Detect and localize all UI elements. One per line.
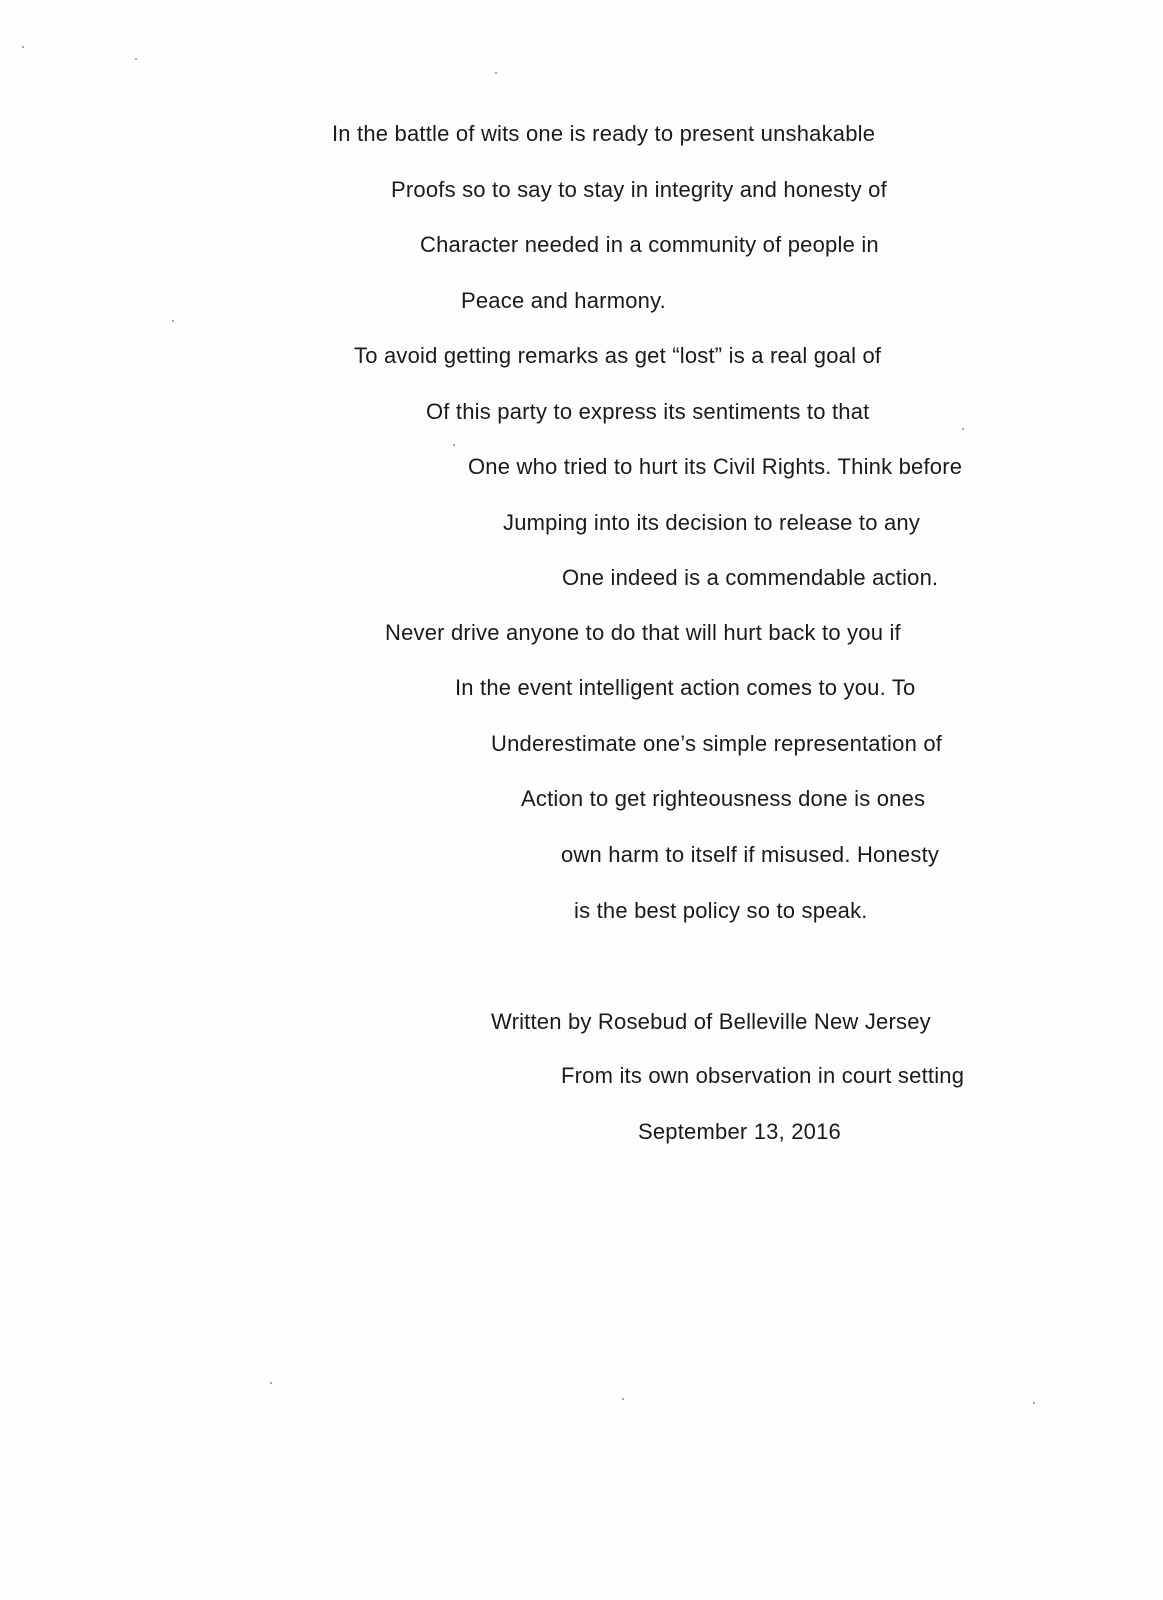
poem-line: To avoid getting remarks as get “lost” is a real goal of [354, 343, 882, 368]
scan-speck [22, 46, 24, 48]
poem-line: Proofs so to say to stay in integrity and honesty of [391, 177, 887, 202]
poem-line: In the battle of wits one is ready to present unshakable [332, 121, 876, 146]
scan-speck [962, 428, 964, 430]
poem-line: Never drive anyone to do that will hurt back to you if [385, 620, 901, 645]
poem-line: Jumping into its decision to release to any [503, 510, 921, 535]
scan-speck [622, 1398, 624, 1400]
date-line: September 13, 2016 [638, 1119, 841, 1144]
poem-line: is the best policy so to speak. [574, 898, 868, 923]
poem-line: One indeed is a commendable action. [562, 565, 939, 590]
poem-line: Of this party to express its sentiments to that [426, 399, 870, 424]
source-line: From its own observation in court setting [561, 1063, 965, 1088]
author-line: Written by Rosebud of Belleville New Jersey [491, 1009, 931, 1034]
poem-line: Character needed in a community of people in [420, 232, 879, 257]
scan-speck [1033, 1402, 1035, 1404]
poem-line: Underestimate one’s simple representation of [491, 731, 943, 756]
scan-speck [495, 72, 497, 74]
scan-speck [453, 444, 455, 446]
poem-line: own harm to itself if misused. Honesty [561, 842, 940, 867]
scan-speck [270, 1382, 272, 1384]
poem-line: In the event intelligent action comes to you. To [455, 675, 916, 700]
poem-line: One who tried to hurt its Civil Rights. Think before [468, 454, 963, 479]
poem-line: Peace and harmony. [461, 288, 666, 313]
poem-line: Action to get righteousness done is ones [521, 786, 926, 811]
scan-speck [135, 58, 137, 60]
scan-speck [172, 320, 174, 322]
